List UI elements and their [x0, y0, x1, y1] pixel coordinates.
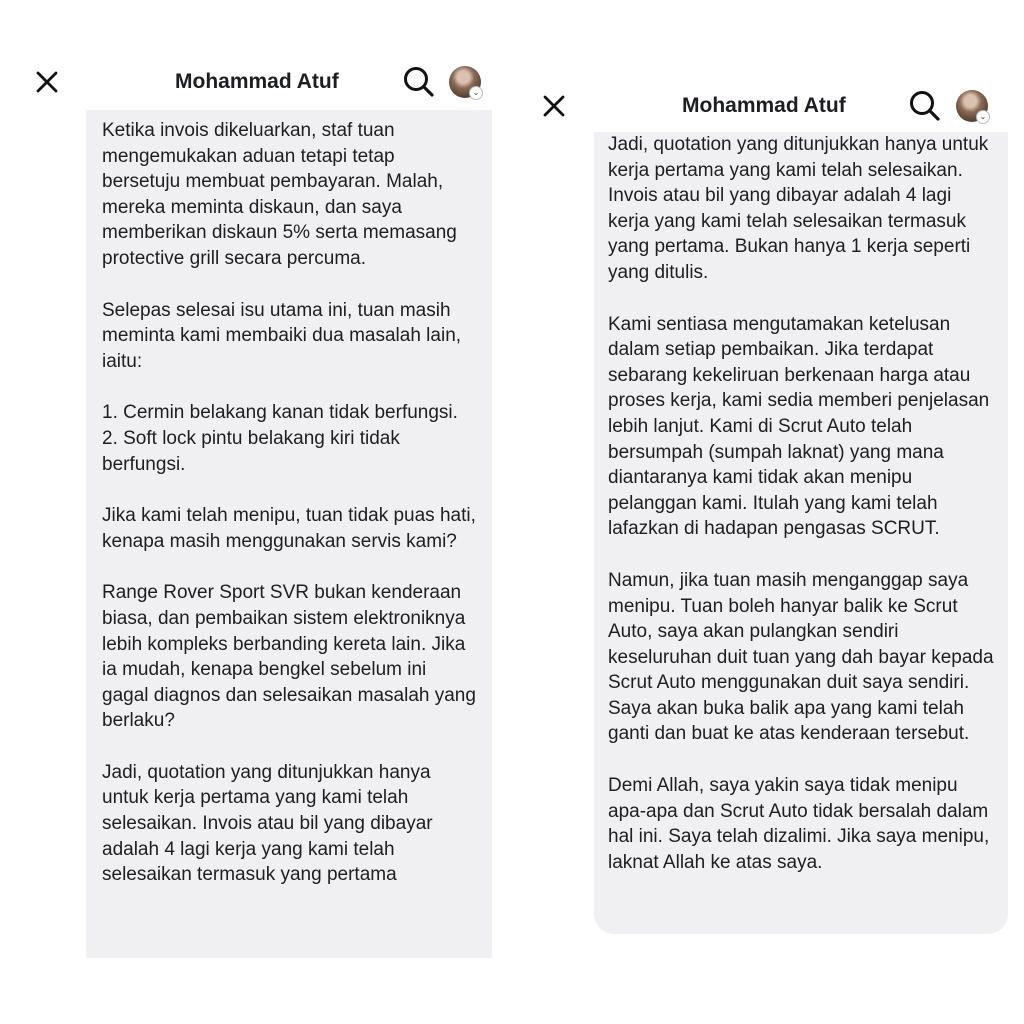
message-paragraph: 1. Cermin belakang kanan tidak berfungsi. 2. Soft lock pintu belakang kiri tidak berfungsi.: [102, 402, 458, 475]
message-paragraph: Jadi, quotation yang ditunjukkan hanya untuk kerja pertama yang kami telah selesaikan. Invois atau bil yang dibayar adalah 4 lagi kerja yang kami telah selesaikan termasuk yang pertama. Bukan hanya 1 kerja seperti yang ditulis.: [608, 134, 989, 283]
search-icon: [402, 65, 436, 99]
close-button[interactable]: [33, 68, 61, 96]
message-paragraph: Jadi, quotation yang ditunjukkan hanya untuk kerja pertama yang kami telah selesaikan. Invois atau bil yang dibayar adalah 4 lagi kerja yang kami telah selesaikan termasuk yang pertama: [102, 761, 433, 886]
message-paragraph: Demi Allah, saya yakin saya tidak menipu apa-apa dan Scrut Auto tidak bersalah dalam hal ini. Saya telah dizalimi. Jika saya menipu, laknat Allah ke atas saya.: [608, 775, 990, 873]
chat-header: [0, 60, 510, 104]
close-button[interactable]: [540, 92, 568, 120]
message-bubble: [86, 110, 492, 958]
avatar[interactable]: [956, 90, 988, 122]
chat-title: Mohammad Atuf: [682, 94, 846, 117]
chevron-down-icon: ⌄: [469, 86, 483, 100]
avatar[interactable]: [449, 66, 481, 98]
search-button[interactable]: [402, 65, 436, 99]
search-button[interactable]: [908, 89, 942, 123]
left-screenshot: [0, 0, 510, 1024]
message-paragraph: Kami sentiasa mengutamakan ketelusan dalam setiap pembaikan. Jika terdapat sebarang kekeliruan berkenaan harga atau proses kerja, kami sedia memberi penjelasan lebih lanjut. Kami di Scrut Auto telah bersumpah (sumpah laknat) yang mana diantaranya kami tidak akan menipu pelanggan kami. Itulah yang kami telah lafazkan di hadapan pengasas SCRUT.: [608, 313, 990, 540]
message-paragraph: Jika kami telah menipu, tuan tidak puas hati, kenapa masih menggunakan servis kami?: [102, 505, 476, 552]
chat-header: [510, 84, 1024, 128]
message-paragraph: Range Rover Sport SVR bukan kenderaan biasa, dan pembaikan sistem elektroniknya lebih kompleks berbanding kereta lain. Jika ia mudah, kenapa bengkel sebelum ini gagal diagnos dan selesaikan masalah yang berlaku?: [102, 582, 476, 732]
chevron-down-icon: ⌄: [976, 110, 990, 124]
search-icon: [908, 89, 942, 123]
close-icon: [540, 92, 568, 120]
chat-title: Mohammad Atuf: [175, 70, 339, 93]
message-paragraph: Selepas selesai isu utama ini, tuan masih meminta kami membaiki dua masalah lain, iaitu:: [102, 299, 462, 372]
message-bubble: [594, 132, 1008, 934]
close-icon: [33, 68, 61, 96]
message-paragraph: Ketika invois dikeluarkan, staf tuan mengemukakan aduan tetapi tetap bersetuju membuat pembayaran. Malah, mereka meminta diskaun, dan saya memberikan diskaun 5% serta memasang protective grill secara percuma.: [102, 120, 457, 269]
right-screenshot: [510, 0, 1024, 1024]
message-paragraph: Namun, jika tuan masih menganggap saya menipu. Tuan boleh hanyar balik ke Scrut Auto, saya akan pulangkan sendiri keseluruhan duit tuan yang dah bayar kepada Scrut Auto menggunakan duit saya sendiri. Saya akan buka balik apa yang kami telah ganti dan buat ke atas kenderaan tersebut.: [608, 569, 994, 745]
